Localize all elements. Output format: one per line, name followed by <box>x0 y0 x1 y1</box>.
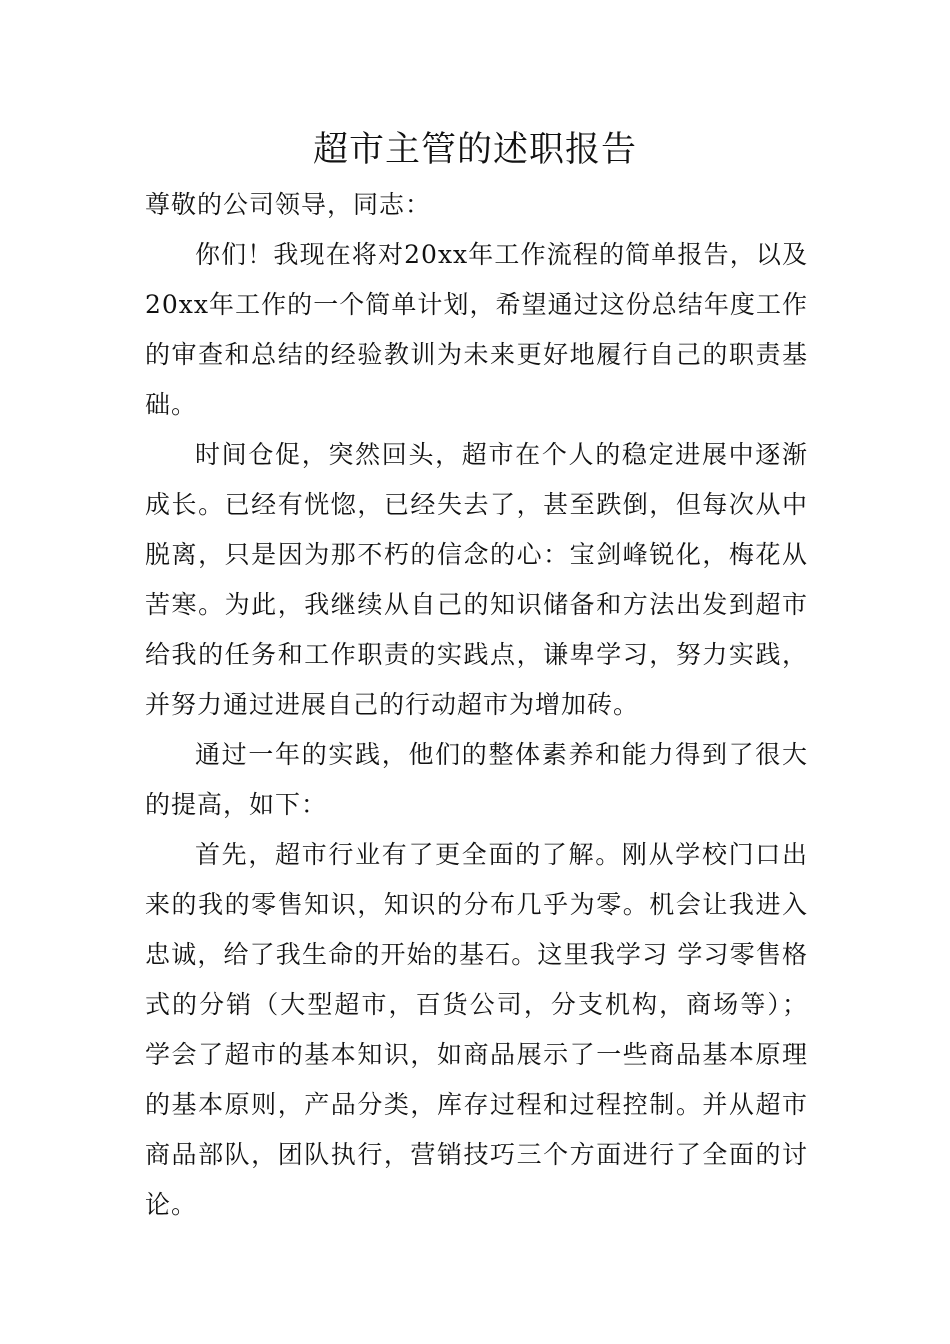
document-body <box>145 180 808 1230</box>
salutation: 尊敬的公司领导，同志： <box>145 190 432 219</box>
paragraph-growth: 时间仓促，突然回头，超市在个人的稳定进展中逐渐成长。已经有恍惚，已经失去了，甚至跌倒，但每次从中脱离，只是因为那不朽的信念的心：宝剑峰锐化，梅花从苦寒。为此，我继续从自己的知识储备和方法出发到超市给我的任务和工作职责的实践点，谦卑学习，努力实践，并努力通过进展自己的行动超市为增加砖。 <box>145 440 808 719</box>
paragraph-intro: 你们！我现在将对20xx年工作流程的简单报告，以及20xx年工作的一个简单计划，希望通过这份总结年度工作的审查和总结的经验教训为未来更好地履行自己的职责基础。 <box>145 240 808 419</box>
document-title: 超市主管的述职报告 <box>312 130 637 170</box>
paragraph-first-point: 首先，超市行业有了更全面的了解。刚从学校门口出来的我的零售知识，知识的分布几乎为零。机会让我进入忠诚，给了我生命的开始的基石。这里我学习 学习零售格式的分销（大型超市，百货公司，分支机构，商场等）；学会了超市的基本知识，如商品展示了一些商品基本原理的基本原则，产品分类，库存过程和过程控制。并从超市商品部队，团队执行，营销技巧三个方面进行了全面的讨论。 <box>145 840 808 1219</box>
paragraph-improvement: 通过一年的实践，他们的整体素养和能力得到了很大的提高，如下： <box>145 740 808 819</box>
